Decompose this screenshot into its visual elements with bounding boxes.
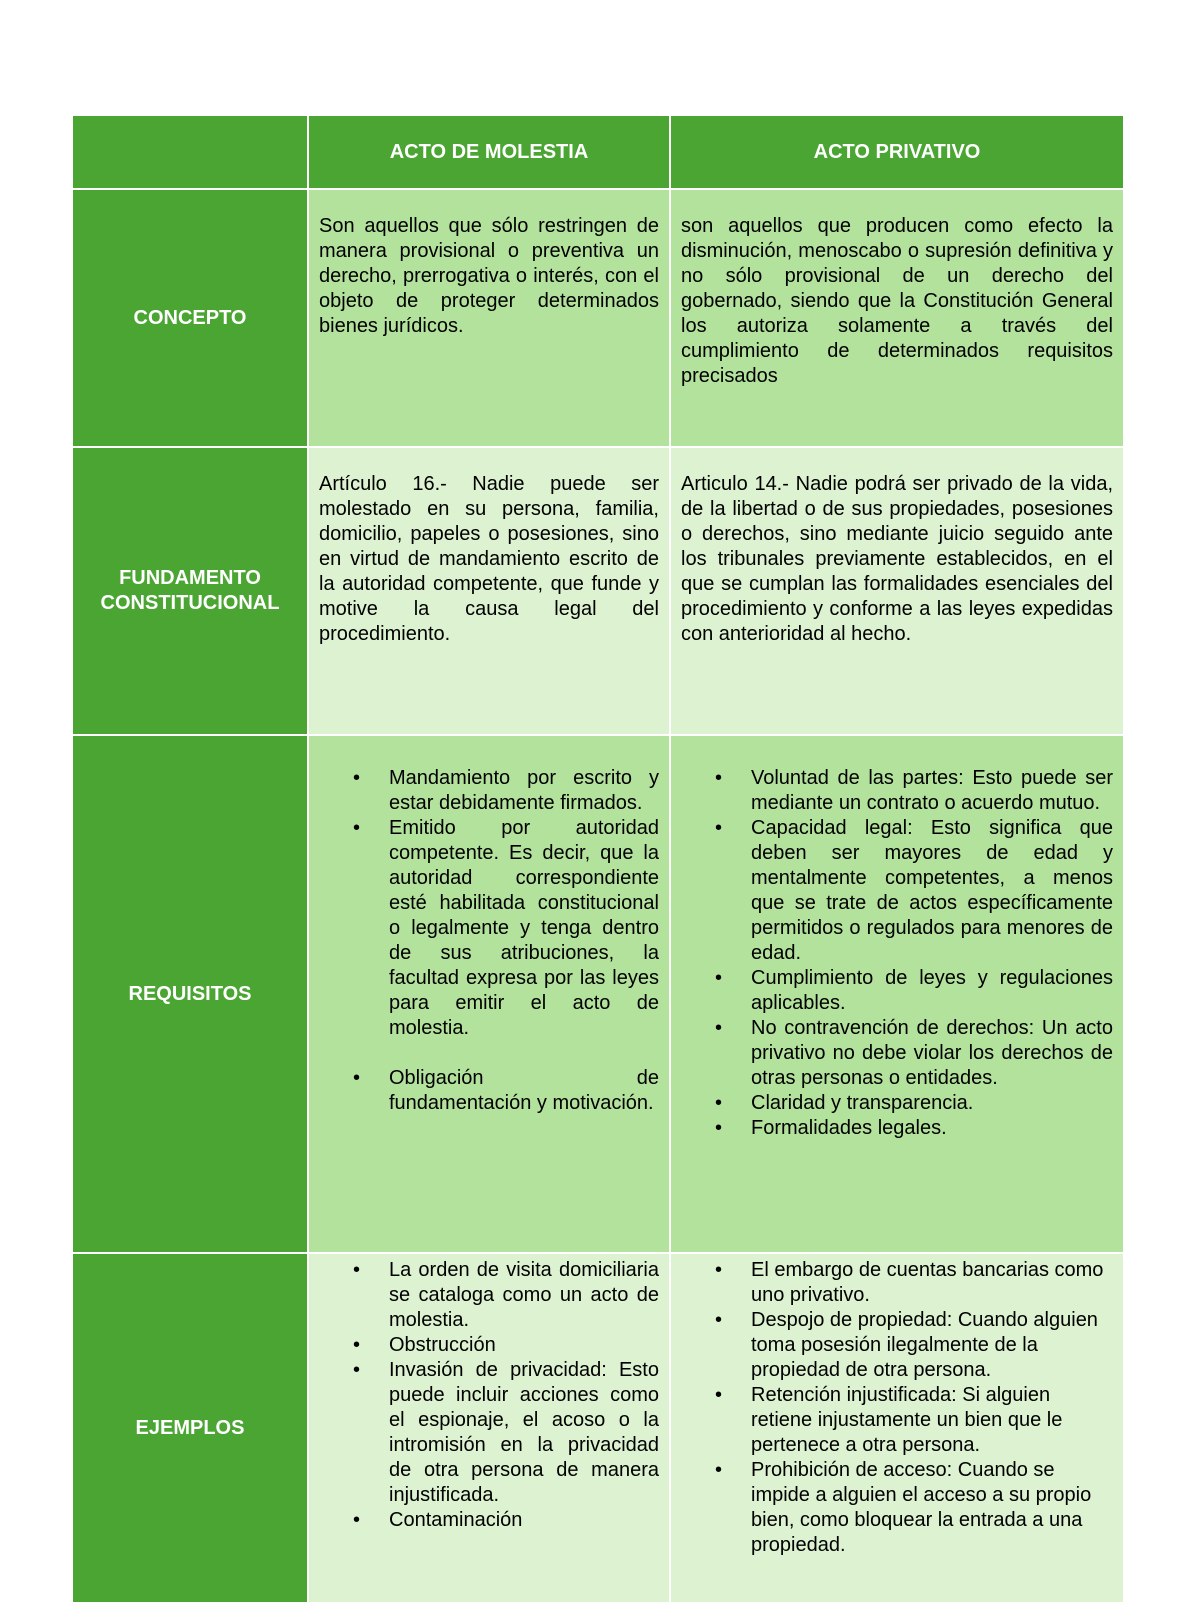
fundamento-privativo <box>670 447 1124 735</box>
list-item: • Retención injustificada: Si alguien retiene injustamente un bien que le pertenece a otra persona. <box>751 1383 1113 1458</box>
list-item: • La orden de visita domiciliaria se cataloga como un acto de molestia. <box>389 1258 659 1333</box>
list-item: • El embargo de cuentas bancarias como uno privativo. <box>751 1258 1113 1308</box>
comparison-table <box>71 114 1125 1604</box>
requisitos-privativo-list <box>681 766 1113 1141</box>
ejemplos-molestia <box>308 1253 670 1603</box>
list-item: • Voluntad de las partes: Esto puede ser mediante un contrato o acuerdo mutuo. <box>751 766 1113 816</box>
requisitos-molestia-list <box>319 766 659 1116</box>
row-label-ejemplos: EJEMPLOS <box>72 1253 308 1603</box>
list-item: • Mandamiento por escrito y estar debidamente firmados. <box>389 766 659 816</box>
header-privativo: ACTO PRIVATIVO <box>670 115 1124 189</box>
list-item: • Invasión de privacidad: Esto puede incluir acciones como el espionaje, el acoso o la intromisión en la privacidad de otra persona de manera injustificada. <box>389 1358 659 1508</box>
header-row <box>72 115 1124 189</box>
row-label-requisitos: REQUISITOS <box>72 735 308 1253</box>
list-item: • Emitido por autoridad competente. Es decir, que la autoridad correspondiente esté habilitada constitucional o legalmente y tenga dentro de sus atribuciones, la facultad expresa por las leyes para emitir el acto de molestia. <box>389 816 659 1041</box>
list-item: • Obstrucción <box>389 1333 659 1358</box>
header-molestia: ACTO DE MOLESTIA <box>308 115 670 189</box>
list-item: • Prohibición de acceso: Cuando se impide a alguien el acceso a su propio bien, como bloquear la entrada a una propiedad. <box>751 1458 1113 1558</box>
list-item: • Capacidad legal: Esto significa que deben ser mayores de edad y mentalmente competentes, a menos que se trate de actos específicamente permitidos o regulados para menores de edad. <box>751 816 1113 966</box>
requisitos-molestia <box>308 735 670 1253</box>
ejemplos-privativo-list <box>681 1258 1113 1558</box>
list-item: • Obligación de fundamentación y motivación. <box>389 1066 659 1116</box>
list-item: • Despojo de propiedad: Cuando alguien toma posesión ilegalmente de la propiedad de otra persona. <box>751 1308 1113 1383</box>
concepto-privativo-text: son aquellos que producen como efecto la disminución, menoscabo o supresión definitiva y no sólo provisional de un derecho del gobernado, siendo que la Constitución General los autoriza solamente a través del cumplimiento de determinados requisitos precisados <box>681 215 1113 387</box>
list-item: • Contaminación <box>389 1508 659 1533</box>
concepto-privativo <box>670 189 1124 447</box>
table-row-requisitos <box>72 735 1124 1253</box>
requisitos-privativo <box>670 735 1124 1253</box>
ejemplos-molestia-list <box>319 1258 659 1533</box>
row-label-fundamento: FUNDAMENTO CONSTITUCIONAL <box>72 447 308 735</box>
row-label-concepto: CONCEPTO <box>72 189 308 447</box>
table-row-ejemplos <box>72 1253 1124 1603</box>
list-item: • Claridad y transparencia. <box>751 1091 1113 1116</box>
fundamento-privativo-text: Articulo 14.- Nadie podrá ser privado de la vida, de la libertad o de sus propiedades, posesiones o derechos, sino mediante juicio seguido ante los tribunales previamente establecidos, en el que se cumplan las formalidades esenciales del procedimiento y conforme a las leyes expedidas con anterioridad al hecho. <box>681 473 1113 645</box>
fundamento-molestia-text: Artículo 16.- Nadie puede ser molestado en su persona, familia, domicilio, papeles o posesiones, sino en virtud de mandamiento escrito de la autoridad competente, que funde y motive la causa legal del procedimiento. <box>319 473 659 645</box>
list-item: • No contravención de derechos: Un acto privativo no debe violar los derechos de otras personas o entidades. <box>751 1016 1113 1091</box>
concepto-molestia-text: Son aquellos que sólo restringen de manera provisional o preventiva un derecho, prerrogativa o interés, con el objeto de proteger determinados bienes jurídicos. <box>319 215 659 337</box>
ejemplos-privativo <box>670 1253 1124 1603</box>
list-item: • Formalidades legales. <box>751 1116 1113 1141</box>
concepto-molestia <box>308 189 670 447</box>
list-item: • Cumplimiento de leyes y regulaciones aplicables. <box>751 966 1113 1016</box>
table-row-concepto <box>72 189 1124 447</box>
table-row-fundamento <box>72 447 1124 735</box>
fundamento-molestia <box>308 447 670 735</box>
header-empty-cell <box>72 115 308 189</box>
